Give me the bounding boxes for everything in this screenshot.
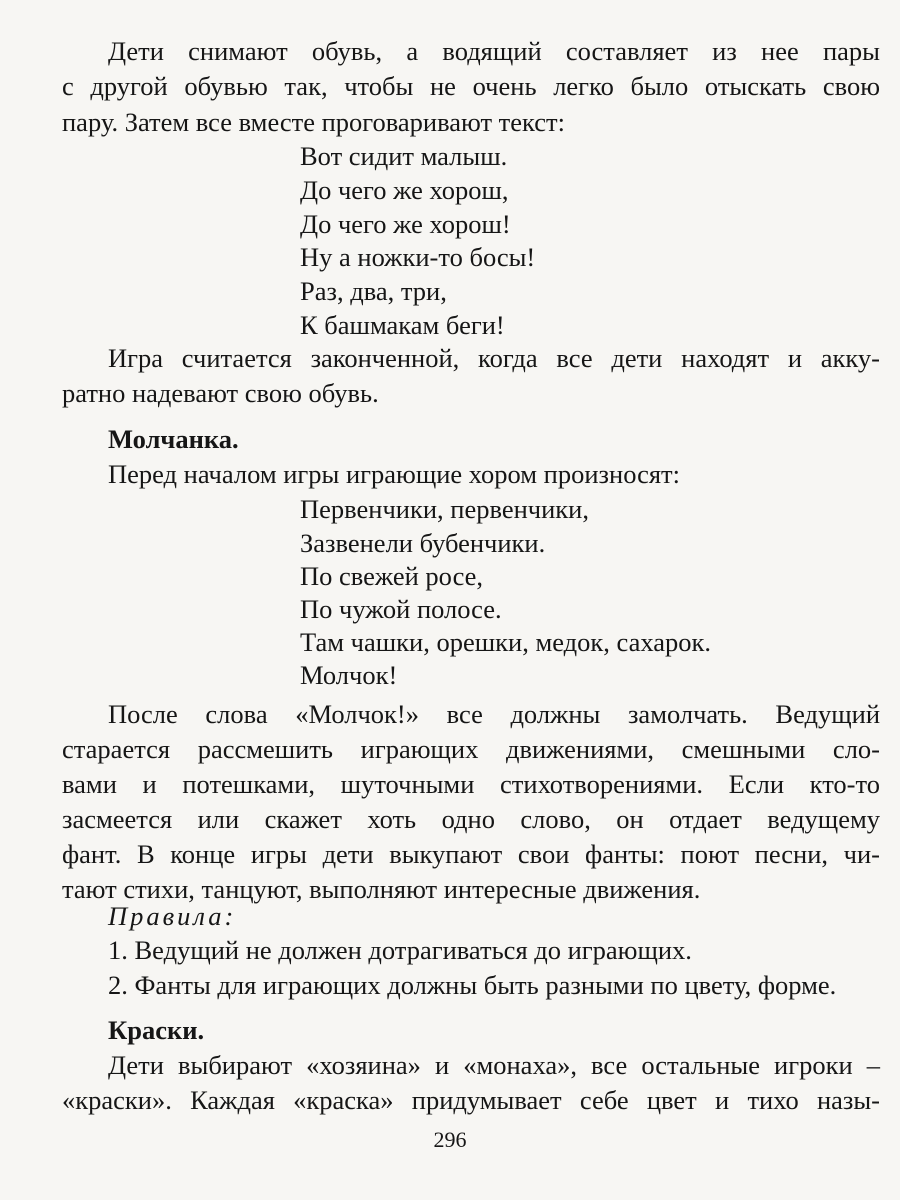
paragraph-line: Дети снимают обувь, а водящий составляет из нее пары <box>108 36 880 66</box>
verse-line: К башмакам беги! <box>300 310 505 340</box>
paragraph-line: вами и потешками, шуточными стихотворениями. Если кто-то <box>62 769 880 799</box>
paragraph-line: засмеется или скажет хоть одно слово, он отдает ведущему <box>62 804 880 834</box>
paragraph-line: После слова «Молчок!» все должны замолчать. Ведущий <box>108 699 880 729</box>
paragraph-line: с другой обувью так, чтобы не очень легко было отыскать свою <box>62 71 880 101</box>
paragraph-line: Дети выбирают «хозяина» и «монаха», все остальные игроки – <box>108 1050 880 1080</box>
rule-item: 2. Фанты для играющих должны быть разными по цвету, форме. <box>108 970 837 1000</box>
verse-line: До чего же хорош, <box>300 175 509 205</box>
rule-item: 1. Ведущий не должен дотрагиваться до играющих. <box>108 935 692 965</box>
verse-line: Ну а ножки-то босы! <box>300 242 536 272</box>
paragraph-line: Перед началом игры играющие хором произносят: <box>108 459 681 489</box>
verse-line: Раз, два, три, <box>300 276 447 306</box>
paragraph-line: «краски». Каждая «краска» придумывает себе цвет и тихо назы- <box>62 1085 880 1115</box>
verse-line: Молчок! <box>300 660 398 690</box>
rules-heading: Правила: <box>108 901 237 931</box>
paragraph-line: Игра считается законченной, когда все дети находят и акку- <box>108 343 880 373</box>
paragraph-line: пару. Затем все вместе проговаривают текст: <box>62 107 565 137</box>
verse-line: По свежей росе, <box>300 561 484 591</box>
verse-line: Зазвенели бубенчики. <box>300 528 546 558</box>
page-number: 296 <box>433 1127 467 1152</box>
paragraph-line: ратно надевают свою обувь. <box>62 378 379 408</box>
paragraph-line: старается рассмешить играющих движениями, смешными сло- <box>62 734 880 764</box>
section-heading: Краски. <box>108 1015 205 1045</box>
paragraph-line: фант. В конце игры дети выкупают свои фанты: поют песни, чи- <box>62 839 880 869</box>
section-heading: Молчанка. <box>108 424 239 454</box>
verse-line: Там чашки, орешки, медок, сахарок. <box>300 627 712 657</box>
verse-line: Первенчики, первенчики, <box>300 494 589 524</box>
verse-line: До чего же хорош! <box>300 209 511 239</box>
paragraph-line: тают стихи, танцуют, выполняют интересные движения. <box>62 874 701 904</box>
verse-line: По чужой полосе. <box>300 594 502 624</box>
verse-line: Вот сидит малыш. <box>300 141 508 171</box>
